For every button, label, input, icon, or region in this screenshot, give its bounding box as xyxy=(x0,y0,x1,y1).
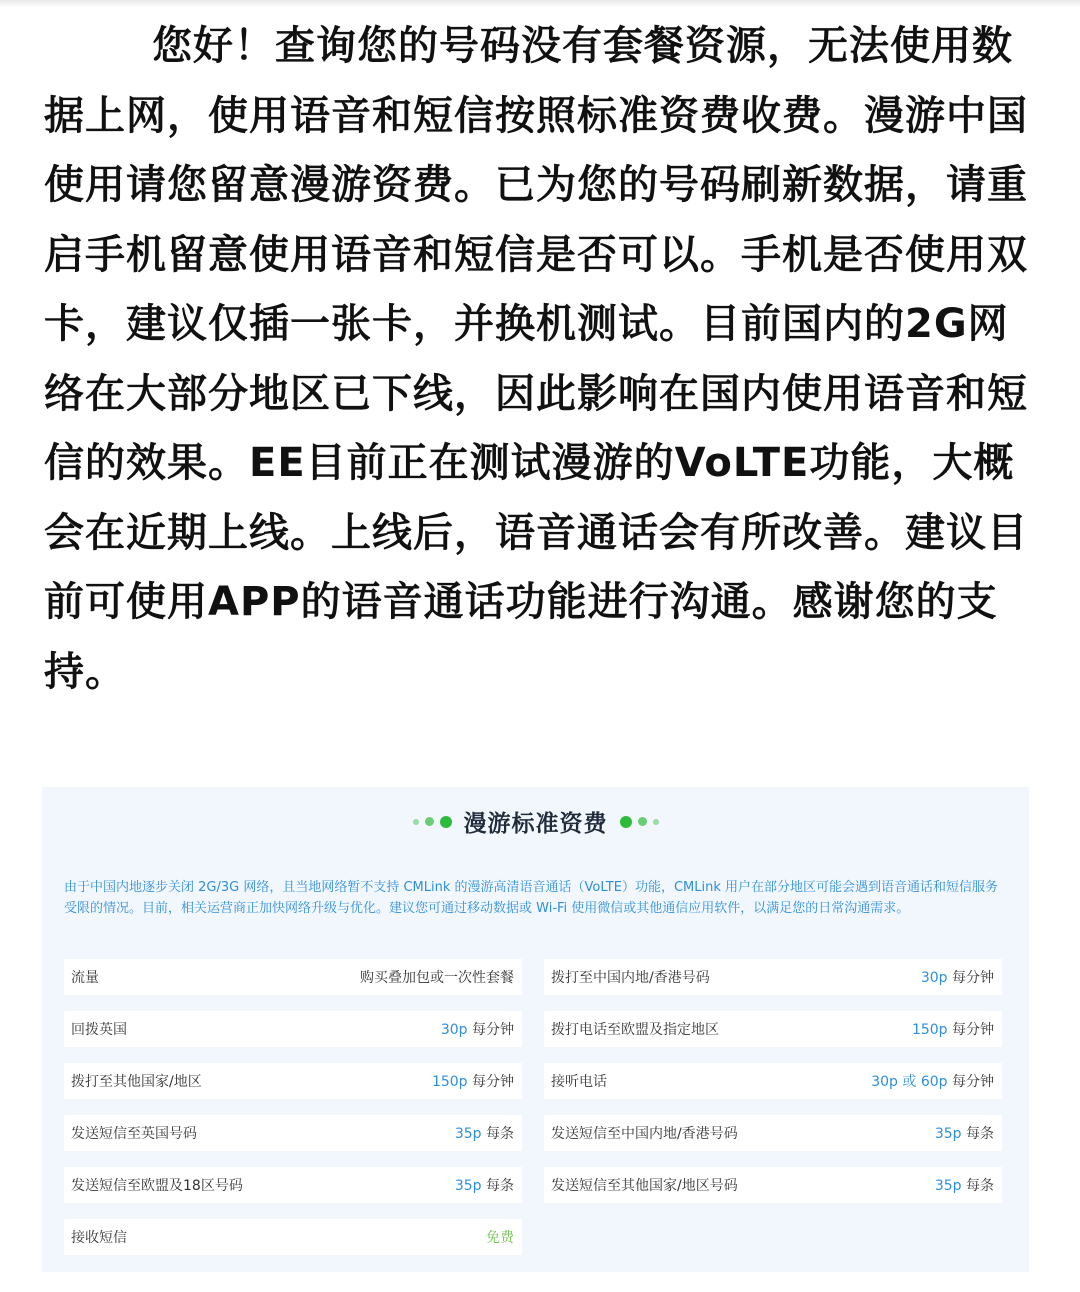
rate-row xyxy=(64,1011,522,1047)
rate-label: 拨打电话至欧盟及指定地区 xyxy=(551,1022,719,1038)
rate-value: 30p 每分钟 xyxy=(440,1022,514,1038)
rate-label: 发送短信至欧盟及18区号码 xyxy=(71,1178,243,1194)
card-title xyxy=(42,805,1029,838)
card-title-text: 漫游标准资费 xyxy=(463,811,608,837)
rate-value: 购买叠加包或一次性套餐 xyxy=(360,970,514,986)
rate-label: 发送短信至中国内地/香港号码 xyxy=(551,1126,738,1142)
rate-value: 30p 每分钟 xyxy=(920,970,994,986)
top-edge xyxy=(0,0,1080,8)
rate-label: 接收短信 xyxy=(71,1230,127,1246)
rate-label: 接听电话 xyxy=(551,1074,607,1090)
rate-value: 150p 每分钟 xyxy=(431,1074,514,1090)
rate-row xyxy=(64,1063,522,1099)
rate-row xyxy=(64,1115,522,1151)
roaming-rates-card xyxy=(42,787,1029,1272)
message-text: 您好！查询您的号码没有套餐资源，无法使用数据上网，使用语音和短信按照标准资费收费。漫游中国使用请您留意漫游资费。已为您的号码刷新数据，请重启手机留意使用语音和短信是否可以。手机是否使用双卡，建议仅插一张卡，并换机测试。目前国内的2G网络在大部分地区已下线，因此影响在国内使用语音和短信的效果。EE目前正在测试漫游的VoLTE功能，大概会在近期上线。上线后，语音通话会有所改善。建议目前可使用APP的语音通话功能进行沟通。感谢您的支持。 xyxy=(44,23,1028,695)
rate-row xyxy=(544,1011,1002,1047)
rates-grid xyxy=(64,959,1004,1255)
rate-row xyxy=(64,1167,522,1203)
rate-value: 30p 或 60p 每分钟 xyxy=(871,1074,994,1090)
rate-value: 35p 每条 xyxy=(454,1178,514,1194)
rate-value: 150p 每分钟 xyxy=(911,1022,994,1038)
rate-value: 35p 每条 xyxy=(934,1178,994,1194)
rate-value: 免费 xyxy=(486,1230,514,1246)
rate-label: 拨打至其他国家/地区 xyxy=(71,1074,202,1090)
title-dots-right-icon xyxy=(620,816,659,828)
rate-label: 回拨英国 xyxy=(71,1022,127,1038)
title-dots-left-icon xyxy=(413,816,452,828)
rate-row xyxy=(544,1063,1002,1099)
network-notice: 由于中国内地逐步关闭 2G/3G 网络，且当地网络暂不支持 CMLink 的漫游高清语音通话（VoLTE）功能，CMLink 用户在部分地区可能会遇到语音通话和短信服务受限的情况。目前，相关运营商正加快网络升级与优化。建议您可通过移动数据或 Wi-Fi 使用微信或其他通信应用软件，以满足您的日常沟通需求。 xyxy=(64,880,999,916)
rate-row xyxy=(64,959,522,995)
rate-row xyxy=(544,959,1002,995)
rate-value: 35p 每条 xyxy=(934,1126,994,1142)
rate-row xyxy=(544,1167,1002,1203)
rate-row xyxy=(544,1115,1002,1151)
rate-label: 发送短信至英国号码 xyxy=(71,1126,197,1142)
rate-label: 拨打至中国内地/香港号码 xyxy=(551,970,710,986)
rate-label: 流量 xyxy=(71,970,99,986)
rate-value: 35p 每条 xyxy=(454,1126,514,1142)
rate-label: 发送短信至其他国家/地区号码 xyxy=(551,1178,738,1194)
rate-row xyxy=(64,1219,522,1255)
